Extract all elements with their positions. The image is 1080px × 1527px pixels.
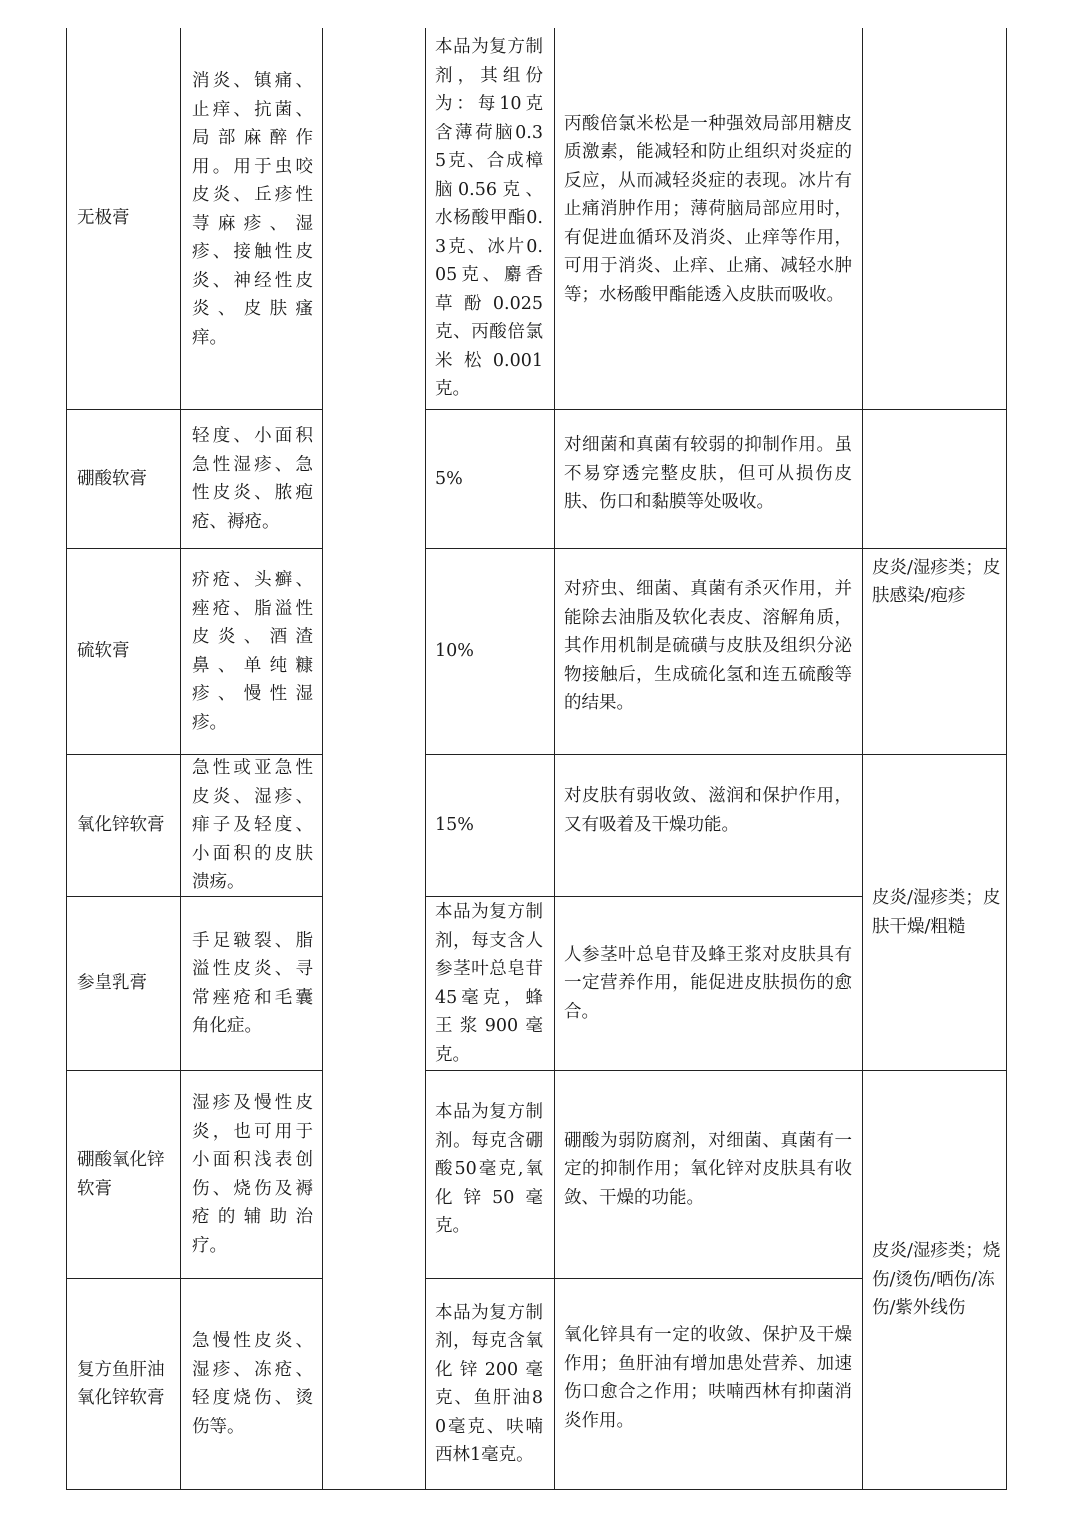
drug-mechanism: 对疥虫、细菌、真菌有杀灭作用，并能除去油脂及软化表皮、溶解角质，其作用机制是硫磺与皮肤及组织分泌物接触后，生成硫化氢和连五硫酸等的结果。	[564, 579, 852, 714]
drug-composition: 15%	[435, 815, 474, 836]
table-row	[70, 897, 178, 1070]
drug-composition: 本品为复方制剂，每支含人参茎叶总皂苷45毫克，蜂王浆900毫克。	[435, 902, 543, 1065]
composition-cell	[427, 897, 551, 1070]
indication-cell	[182, 410, 320, 548]
table-row	[70, 1071, 178, 1278]
drug-name: 硼酸软膏	[77, 468, 147, 489]
indication-cell	[182, 549, 320, 754]
drug-indication: 急慢性皮炎、湿疹、冻疮、轻度烧伤、烫伤等。	[192, 1331, 313, 1437]
column-divider	[862, 28, 863, 1490]
column-divider	[425, 28, 426, 1490]
table-row	[70, 1279, 178, 1489]
composition-cell	[427, 1071, 551, 1278]
column-divider	[180, 28, 181, 1490]
mechanism-cell	[556, 755, 860, 896]
drug-indication: 湿疹及慢性皮炎，也可用于小面积浅表创伤、烧伤及褥疮的辅助治疗。	[192, 1093, 313, 1256]
drug-mechanism: 丙酸倍氯米松是一种强效局部用糖皮质激素，能减轻和防止组织对炎症的反应，从而减轻炎症的表现。冰片有止痛消肿作用；薄荷脑局部应用时，有促进血循环及消炎、止痒等作用，可用于消炎、止痒、止痛、减轻水肿等；水杨酸甲酯能透入皮肤而吸收。	[564, 113, 852, 305]
drug-name: 无极膏	[77, 208, 130, 229]
drug-indication: 轻度、小面积急性湿疹、急性皮炎、脓疱疮、褥疮。	[192, 426, 313, 532]
drug-composition: 5%	[435, 468, 463, 489]
drug-name: 硼酸氧化锌软膏	[77, 1150, 165, 1199]
mechanism-cell	[556, 1071, 860, 1278]
category-cell	[864, 1071, 1004, 1489]
drug-name: 参皇乳膏	[77, 973, 147, 994]
indication-cell	[182, 1071, 320, 1278]
drug-composition: 本品为复方制剂，其组份为：每10克含薄荷脑0.35克、合成樟脑0.56克、水杨酸甲酯0.3克、冰片0.05克、麝香草酚0.025克、丙酸倍氯米松0.001克。	[435, 37, 543, 400]
composition-cell	[427, 549, 551, 754]
table-row	[70, 549, 178, 754]
indication-cell	[182, 28, 320, 409]
mechanism-cell	[556, 897, 860, 1070]
drug-composition: 本品为复方制剂，每克含氧化锌200毫克、鱼肝油80毫克、呋喃西林1毫克。	[435, 1302, 543, 1465]
drug-composition: 10%	[435, 641, 474, 662]
table-border-bottom	[66, 1489, 1007, 1490]
composition-cell	[427, 28, 551, 409]
table-row	[70, 410, 178, 548]
column-divider	[322, 28, 323, 1490]
indication-cell	[182, 755, 320, 896]
mechanism-cell	[556, 1279, 860, 1489]
drug-indication: 急性或亚急性皮炎、湿疹、痱子及轻度、小面积的皮肤溃疡。	[192, 758, 313, 893]
column-divider	[554, 28, 555, 1490]
category-label: 皮炎/湿疹类；皮肤干燥/粗糙	[872, 888, 1001, 937]
mechanism-cell	[556, 410, 860, 548]
category-label: 皮炎/湿疹类；皮肤感染/疱疹	[872, 557, 1001, 606]
drug-composition: 本品为复方制剂。每克含硼酸50毫克,氧化锌50毫克。	[435, 1102, 543, 1237]
category-cell	[864, 755, 1004, 1070]
composition-cell	[427, 410, 551, 548]
drug-name: 硫软膏	[77, 641, 130, 662]
drug-indication: 消炎、镇痛、止痒、抗菌、局部麻醉作用。用于虫咬皮炎、丘疹性荨麻疹、湿疹、接触性皮炎、神经性皮炎、皮肤瘙痒。	[192, 71, 313, 348]
table-border-right	[1006, 28, 1007, 1490]
drug-name: 氧化锌软膏	[77, 815, 165, 836]
drug-mechanism: 对细菌和真菌有较弱的抑制作用。虽不易穿透完整皮肤，但可从损伤皮肤、伤口和黏膜等处吸收。	[564, 435, 852, 513]
drug-name: 复方鱼肝油氧化锌软膏	[77, 1359, 165, 1408]
category-cell	[864, 410, 1004, 754]
indication-cell	[182, 897, 320, 1070]
table-border-left	[66, 28, 67, 1490]
drug-indication: 疥疮、头癣、痤疮、脂溢性皮炎、酒渣鼻、单纯糠疹、慢性湿疹。	[192, 570, 313, 733]
indication-cell	[182, 1279, 320, 1489]
mechanism-cell	[556, 28, 860, 409]
category-label: 皮炎/湿疹类；烧伤/烫伤/晒伤/冻伤/紫外线伤	[872, 1241, 1001, 1319]
drug-mechanism: 人参茎叶总皂苷及蜂王浆对皮肤具有一定营养作用，能促进皮肤损伤的愈合。	[564, 944, 852, 1022]
drug-indication: 手足皲裂、脂溢性皮炎、寻常痤疮和毛囊角化症。	[192, 930, 313, 1036]
table-row	[70, 28, 178, 409]
drug-mechanism: 对皮肤有弱收敛、滋润和保护作用，又有吸着及干燥功能。	[564, 786, 852, 835]
drug-mechanism: 氧化锌具有一定的收敛、保护及干燥作用；鱼肝油有增加患处营养、加速伤口愈合之作用；呋喃西林有抑菌消炎作用。	[564, 1325, 852, 1431]
composition-cell	[427, 1279, 551, 1489]
drug-mechanism: 硼酸为弱防腐剂，对细菌、真菌有一定的抑制作用；氧化锌对皮肤具有收敛、干燥的功能。	[564, 1130, 852, 1208]
mechanism-cell	[556, 549, 860, 754]
composition-cell	[427, 755, 551, 896]
table-row	[70, 755, 178, 896]
